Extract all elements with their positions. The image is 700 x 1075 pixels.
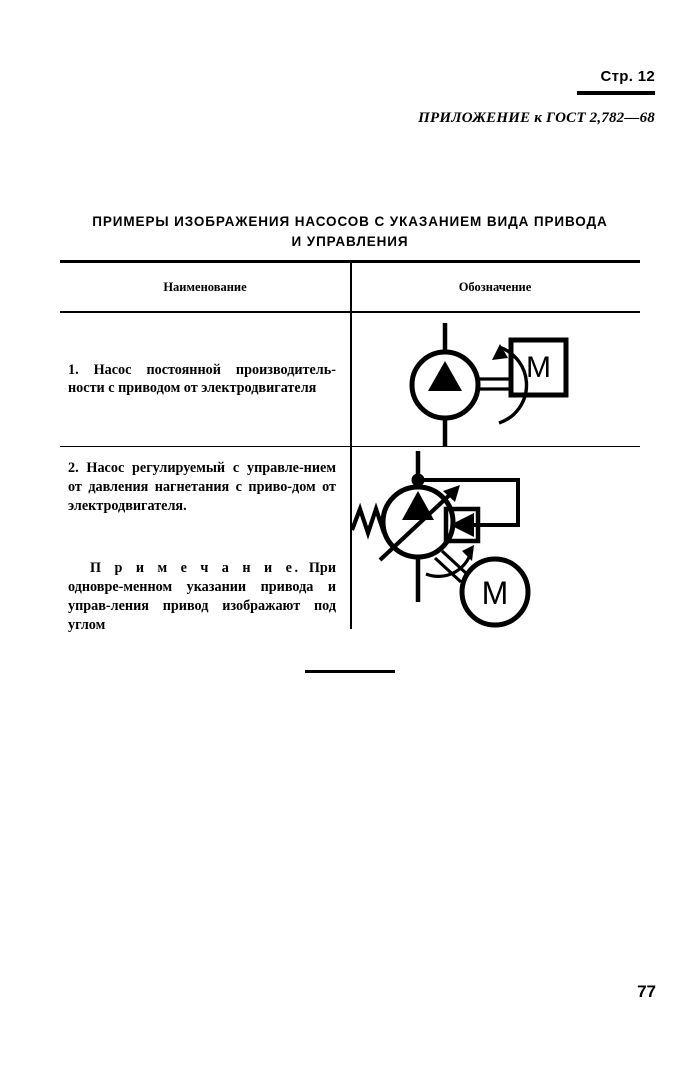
column-header-symbol: Обозначение: [458, 280, 532, 294]
standard-reference: ПРИЛОЖЕНИЕ к ГОСТ 2,782—68: [418, 110, 655, 126]
table-row: [60, 313, 640, 446]
page-label: Стр. 12: [600, 68, 655, 85]
fixed-displacement-pump-diagram: [350, 313, 640, 446]
row-2-name: 2. Насос регулируемый с управле-нием от давления нагнетания с приво-дом от электродвигателя.: [68, 460, 336, 514]
row-2-note: [60, 559, 350, 635]
spring-symbol: [352, 509, 384, 533]
column-header-name: Наименование: [163, 280, 247, 294]
pump-flow-triangle: [428, 361, 462, 391]
table-header-row: [60, 263, 640, 311]
pump-flow-triangle: [402, 491, 434, 520]
table-row: [60, 447, 640, 634]
note-body: При одновре-менном указании привода и управ-ления привод изображают под углом: [68, 560, 336, 634]
motor-label: M: [481, 575, 509, 612]
motor-label: M: [526, 350, 551, 384]
page-title-line-1: ПРИМЕРЫ ИЗОБРАЖЕНИЯ НАСОСОВ С УКАЗАНИЕМ ВИДА ПРИВОДА: [92, 214, 608, 229]
row-1-symbol: [350, 313, 640, 446]
page-title: [60, 212, 640, 251]
page-title-line-2: И УПРАВЛЕНИЯ: [291, 233, 409, 249]
examples-table: [60, 260, 640, 634]
section-divider-rule: [305, 670, 395, 673]
row-1-name: 1. Насос постоянной производитель-ности с приводом от электродвигателя: [68, 361, 336, 397]
pilot-junction-dot: [412, 474, 425, 487]
rotation-arrowhead: [492, 344, 508, 360]
page-label-rule: [577, 91, 655, 95]
row-2-symbol: [350, 447, 640, 629]
note-lead: П р и м е ч а н и е.: [90, 560, 301, 577]
variable-pump-diagram: [350, 447, 640, 629]
page-number: 77: [637, 982, 656, 1001]
